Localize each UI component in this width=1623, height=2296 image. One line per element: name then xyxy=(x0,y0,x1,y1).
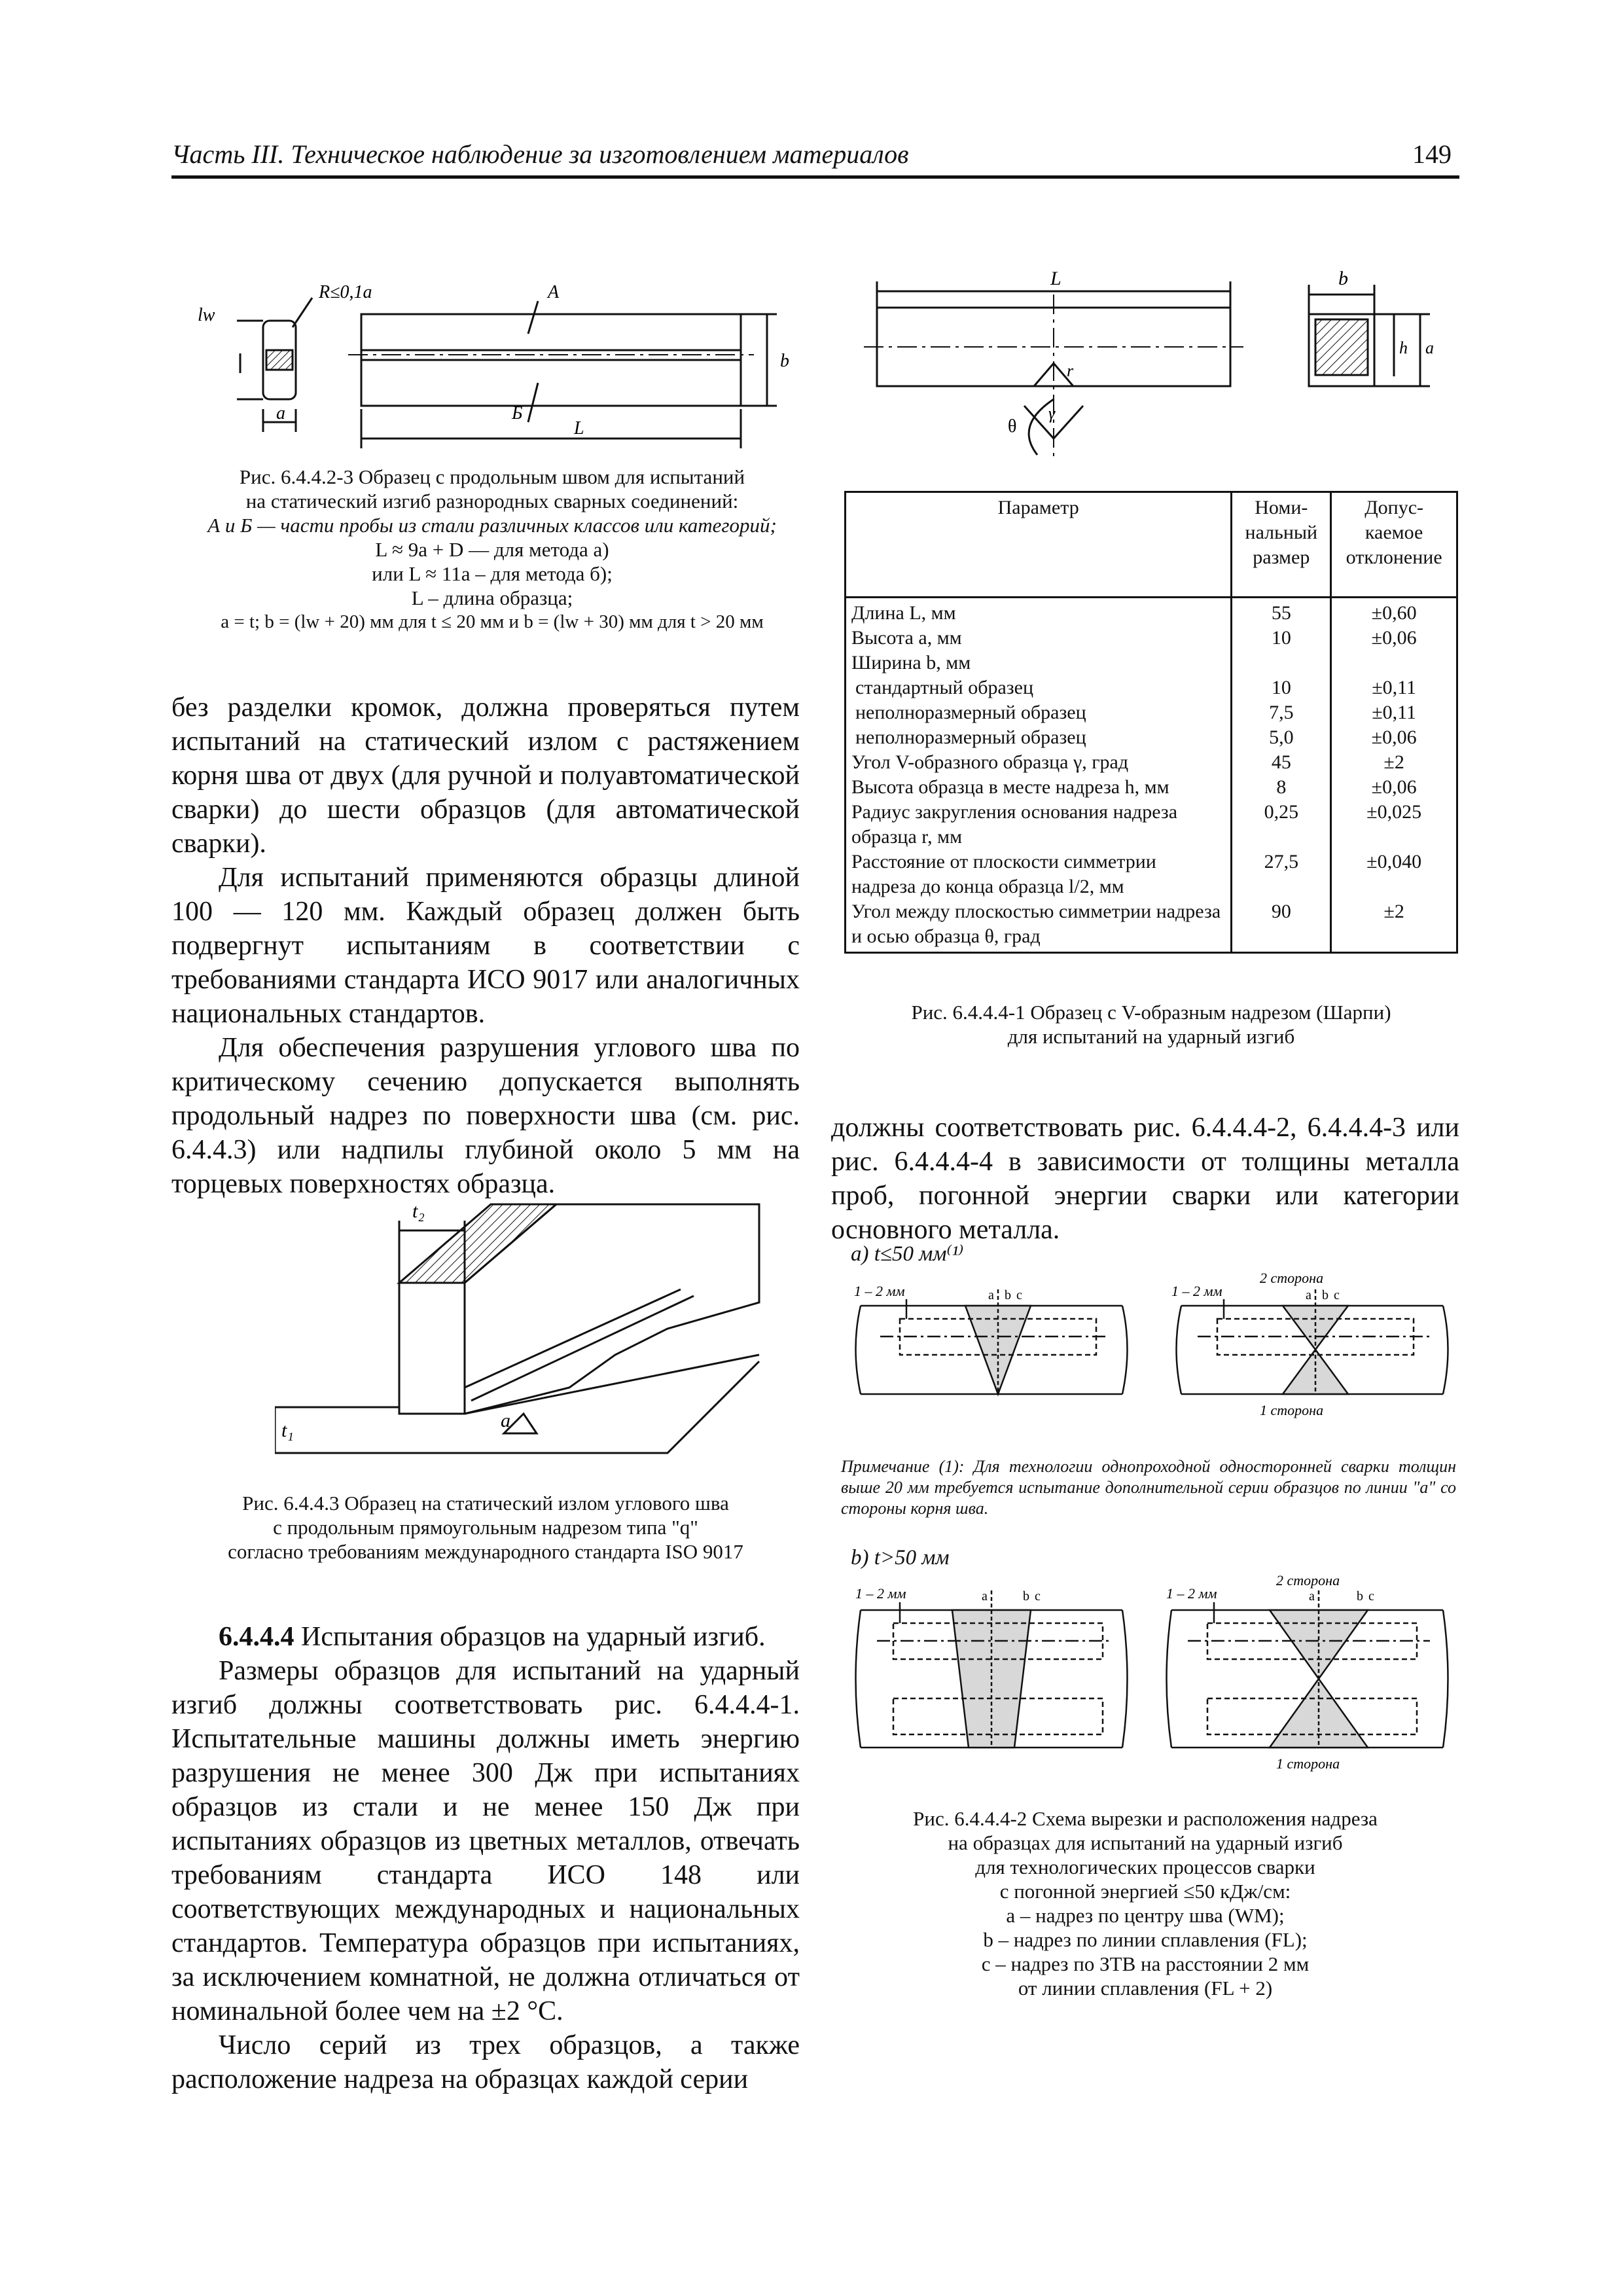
fig1-caption-line: или L ≈ 11a – для метода б); xyxy=(372,562,613,585)
fig4-caption-line: c – надрез по ЗТВ на расстоянии 2 мм xyxy=(981,1952,1310,1975)
fig4-label-a: а) t≤50 мм⁽¹⁾ xyxy=(851,1242,964,1266)
fig4-b-label-c: c xyxy=(1035,1589,1041,1604)
fig1-caption-line: a = t; b = (lw + 20) мм для t ≤ 20 мм и b = (lw + 30) мм для t > 20 мм xyxy=(221,611,764,632)
fig1-label-a: a xyxy=(276,403,285,423)
table-cell: ±0,040 xyxy=(1366,851,1422,872)
fig4-label-b: b) t>50 мм xyxy=(851,1546,950,1570)
fig4-a-side2: 2 сторона xyxy=(1260,1270,1324,1286)
fig4-a-side1: 1 сторона xyxy=(1260,1402,1324,1418)
table-cell: 7,5 xyxy=(1269,702,1294,723)
fig1-caption-line: А и Б — части пробы из стали различных классов или категорий; xyxy=(207,514,777,537)
fig4-a-mm-left: 1 – 2 мм xyxy=(854,1283,905,1299)
table-cell: 90 xyxy=(1271,901,1291,922)
table-caption-line: Рис. 6.4.4.4-1 Образец с V-образным надрезом (Шарпи) xyxy=(911,1001,1391,1024)
fig4-note: Примечание (1): Для технологии однопроходной односторонней сварки толщин выше 20 мм требуется испытание дополнительной серии образцов по линии "a" со стороны корня шва. xyxy=(841,1457,1456,1518)
fig2-label-h: h xyxy=(1399,338,1408,357)
fig4-caption xyxy=(831,1806,1459,2000)
fig4-a-label-b: b xyxy=(1005,1288,1011,1302)
fig4-b-mm-left: 1 – 2 мм xyxy=(855,1585,906,1602)
table-cell: ±0,06 xyxy=(1371,726,1417,748)
table-cell: 55 xyxy=(1271,602,1291,624)
table-cell: 10 xyxy=(1271,627,1291,649)
table-cell: ±2 xyxy=(1383,901,1404,922)
fig3-caption-line: Рис. 6.4.4.3 Образец на статический излом углового шва xyxy=(242,1492,729,1515)
fig4-caption-line: на образцах для испытаний на ударный изгиб xyxy=(948,1831,1343,1854)
table-cell: ±0,60 xyxy=(1371,602,1417,624)
table-tolerance-column xyxy=(1331,598,1457,953)
fig1-caption-line: L ≈ 9a + D — для метода а) xyxy=(375,538,609,561)
fig4-caption-line: с погонной энергией ≤50 кДж/см: xyxy=(999,1880,1291,1903)
fig3-label-a: a xyxy=(501,1410,510,1431)
table-caption xyxy=(844,1000,1458,1049)
fig-longitudinal-weld-specimen xyxy=(171,268,813,452)
fig-charpy-specimen xyxy=(864,268,1453,465)
fig4-a-mm-right: 1 – 2 мм xyxy=(1171,1283,1222,1299)
table-cell: стандартный образец xyxy=(855,677,1034,698)
fig1-label-b-part: Б xyxy=(512,403,523,423)
fig1-label-width: b xyxy=(780,351,789,371)
table-header-param: Параметр xyxy=(846,492,1232,598)
fig4-caption-line: для технологических процессов сварки xyxy=(975,1856,1315,1878)
fig4-caption-line: Рис. 6.4.4.4-2 Схема вырезки и расположения надреза xyxy=(913,1807,1378,1830)
right-column-text-1: должны соответствовать рис. 6.4.4.4-2, 6.4.4.4-3 или рис. 6.4.4.4-4 в зависимости от толщины металла проб, погонной энергии сварки или категории основного металла. xyxy=(831,1113,1459,1245)
paragraph: Для испытаний применяются образцы длиной 100 — 120 мм. Каждый образец должен быть подвергнут испытаниям в соответствии с требованиями стандарта ИСО 9017 или аналогичных национальных стандартов. xyxy=(171,863,800,1029)
fig3-caption-line: с продольным прямоугольным надрезом типа "q" xyxy=(273,1516,698,1539)
fig4-a2-label-b: b xyxy=(1322,1288,1329,1302)
table-cell: Длина L, мм xyxy=(851,602,956,624)
table-cell: 45 xyxy=(1271,751,1291,773)
fig2-label-L: L xyxy=(1050,268,1061,289)
paragraph: Для обеспечения разрушения углового шва по критическому сечению допускается выполнять продольный надрез по поверхности шва (см. рис. 6.4.4.3) или надпилы глубиной около 5 мм на торцевых поверхностях образца. xyxy=(171,1033,800,1199)
fig2-label-b: b xyxy=(1338,268,1348,289)
fig3-caption-line: согласно требованиям международного стандарта ISO 9017 xyxy=(228,1540,743,1563)
charpy-parameter-table xyxy=(844,491,1458,954)
section-6-4-4-4 xyxy=(171,1620,800,2096)
fig4-b2-label-c: c xyxy=(1368,1589,1374,1604)
table-nominal-column xyxy=(1232,598,1331,953)
fig1-label-radius: R≤0,1a xyxy=(319,282,372,302)
table-cell: 8 xyxy=(1276,776,1287,798)
table-header-tolerance: Допус-каемое отклонение xyxy=(1331,492,1457,598)
table-cell: ±0,11 xyxy=(1372,702,1417,723)
fig3-caption xyxy=(171,1491,800,1564)
fig1-caption-line: L – длина образца; xyxy=(411,586,573,609)
fig1-caption xyxy=(171,465,813,634)
table-cell: ±2 xyxy=(1383,751,1404,773)
fig1-label-length: L xyxy=(574,418,584,439)
table-cell: ±0,06 xyxy=(1371,776,1417,798)
fig4-b-mm-right: 1 – 2 мм xyxy=(1166,1585,1217,1602)
table-param-column xyxy=(846,598,1232,953)
fig4-b-label-a: a xyxy=(982,1589,988,1604)
fig4-caption-line: a – надрез по центру шва (WM); xyxy=(1006,1904,1285,1927)
fig2-label-gamma: γ xyxy=(1048,404,1056,423)
table-header-nominal: Номи-нальный размер xyxy=(1232,492,1331,598)
table-cell: Радиус закругления основания надреза образца r, мм xyxy=(851,801,1178,848)
fig4-b-label-b: b xyxy=(1023,1589,1029,1604)
table-cell: Расстояние от плоскости симметрии надреза до конца образца l/2, мм xyxy=(851,851,1156,897)
page-number: 149 xyxy=(1412,139,1452,169)
table-header-row xyxy=(846,492,1457,598)
fig3-label-t1: t₁ xyxy=(281,1420,294,1441)
fig4-a2-label-a: a xyxy=(1306,1288,1311,1302)
header-rule xyxy=(171,175,1459,179)
left-column-text-1 xyxy=(171,691,800,1201)
fig1-label-lw: lw xyxy=(198,305,215,325)
section-number: 6.4.4.4 xyxy=(219,1622,294,1652)
table-cell: неполноразмерный образец xyxy=(855,726,1086,748)
fig4-b2-label-b: b xyxy=(1357,1589,1363,1604)
table-cell: ±0,11 xyxy=(1372,677,1417,698)
paragraph: Число серий из трех образцов, а также расположение надреза на образцах каждой серии xyxy=(171,2030,800,2094)
fig2-label-theta: θ xyxy=(1008,416,1017,437)
fig4-scheme-b xyxy=(841,1571,1456,1780)
table-caption-line: для испытаний на ударный изгиб xyxy=(1007,1025,1295,1048)
paragraph: Размеры образцов для испытаний на ударный изгиб должны соответствовать рис. 6.4.4.4-1. Испытательные машины должны иметь энергию разрушения не менее 300 Дж при испытаниях образцов из стали и не менее 150 Дж при испытаниях образцов из цветных металлов, отвечать требованиям стандарта ИСО 148 или соответствующих международных и национальных стандартов. Температура образцов при испытаниях, за исключением комнатной, не должна отличаться от номинальной более чем на ±2 °С. xyxy=(171,1656,800,2026)
fig1-label-a-part: А xyxy=(548,282,560,302)
section-title: Испытания образцов на ударный изгиб. xyxy=(301,1622,766,1652)
fig1-caption-line: Рис. 6.4.4.2-3 Образец с продольным швом для испытаний xyxy=(239,465,745,488)
table-cell: Ширина b, мм xyxy=(851,652,971,673)
table-cell: 10 xyxy=(1271,677,1291,698)
table-cell: ±0,06 xyxy=(1371,627,1417,649)
fig4-caption-line: b – надрез по линии сплавления (FL); xyxy=(983,1928,1308,1951)
table-cell xyxy=(1234,651,1329,675)
fig4-b2-label-a: a xyxy=(1309,1589,1315,1604)
table-cell: 0,25 xyxy=(1264,801,1299,823)
table-cell: Высота a, мм xyxy=(851,627,962,649)
table-cell: Высота образца в месте надреза h, мм xyxy=(851,776,1169,798)
fig4-b-side1: 1 сторона xyxy=(1276,1755,1340,1772)
fig4-caption-line: от линии сплавления (FL + 2) xyxy=(1018,1977,1273,2000)
fig2-label-a: a xyxy=(1425,338,1434,357)
table-cell xyxy=(1333,651,1455,675)
fig3-label-t2: t₂ xyxy=(412,1200,425,1222)
table-body xyxy=(846,598,1457,953)
fig2-label-r: r xyxy=(1067,361,1074,380)
table-cell: Угол V-образного образца γ, град xyxy=(851,751,1129,773)
fig1-caption-line: на статический изгиб разнородных сварных соединений: xyxy=(245,490,739,512)
table-cell: ±0,025 xyxy=(1366,801,1422,823)
table-cell: 5,0 xyxy=(1269,726,1294,748)
fig4-a2-label-c: c xyxy=(1334,1288,1340,1302)
table-cell: Угол между плоскостью симметрии надреза и осью образца θ, град xyxy=(851,901,1221,947)
fig4-b-side2: 2 сторона xyxy=(1276,1572,1340,1588)
fig4-scheme-a xyxy=(841,1270,1456,1427)
table-cell: 27,5 xyxy=(1264,851,1299,872)
fig-fillet-weld-fracture-specimen xyxy=(275,1191,772,1479)
page-header-title: Часть III. Техническое наблюдение за изготовлением материалов xyxy=(171,139,909,169)
table-cell: неполноразмерный образец xyxy=(855,702,1086,723)
fig4-a-label-c: c xyxy=(1016,1288,1022,1302)
paragraph: без разделки кромок, должна проверяться путем испытаний на статический излом с растяжением корня шва от двух (для ручной и полуавтоматической сварки) до шести образцов (для автоматической сварки). xyxy=(171,692,800,859)
fig4-a-label-a: a xyxy=(988,1288,994,1302)
